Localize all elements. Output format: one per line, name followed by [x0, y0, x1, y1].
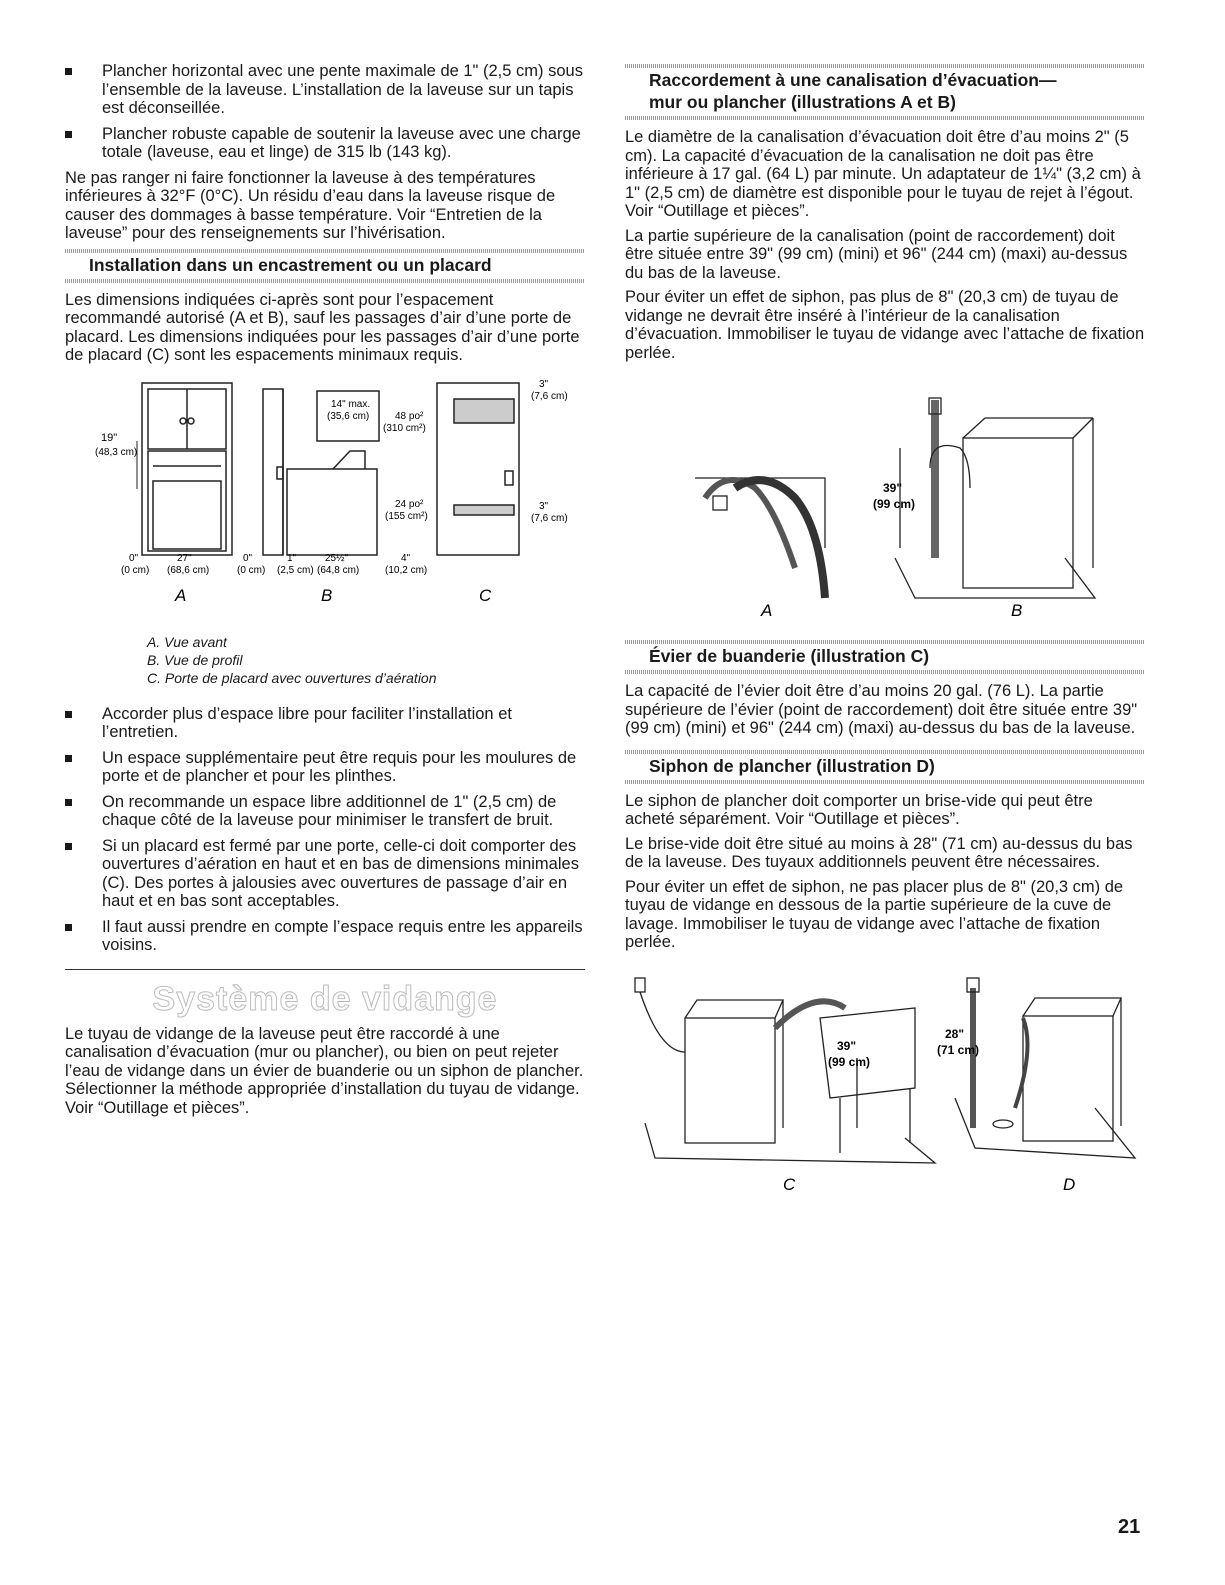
figure-label-d: D — [1063, 1174, 1076, 1194]
section-heading: Installation dans un encastrement ou un placard — [89, 254, 492, 275]
evier-heading: Évier de buanderie (illustration C) — [649, 646, 930, 666]
list-item: Il faut aussi prendre en compte l’espace requis entre les appareils voisins. — [65, 918, 585, 955]
siphon-paragraph-2: Le siphon de plancher doit comporter un brise-vide qui peut être acheté séparément. Voir “Outillage et pièces”. — [625, 791, 1093, 828]
dim-4-cm-label: (10,2 cm) — [385, 564, 428, 576]
caption-c: C. Porte de placard avec ouvertures d’aération — [147, 669, 437, 686]
right-column — [625, 62, 1145, 1198]
divider — [625, 780, 1145, 784]
divider — [625, 750, 1145, 754]
dim-d-label: 28" — [945, 1026, 965, 1041]
drain-diagram-cd — [625, 958, 1145, 1198]
dim-25-label: 25½" — [325, 552, 349, 564]
dim-27-label: 27" — [177, 552, 192, 564]
section-title: Système de vidange — [152, 979, 498, 1018]
dim-0a-cm-label: (0 cm) — [121, 564, 150, 576]
figure-label-a: A — [761, 601, 773, 620]
dim-48-cm-label: (310 cm²) — [383, 422, 426, 434]
vidange-paragraph: Le tuyau de vidange de la laveuse peut être raccordé à une canalisation d’évacuation (mur ou plancher), ou bien on peut rejeter l’eau de vidange dans un évier de buanderie ou un siphon de plancher. Sélectionner la méthode appropriée d’installation du tuyau de vidange. Voir “Outillage et pièces”. — [65, 1024, 584, 1117]
dim-39-label: 39" — [883, 481, 903, 495]
raccordement-heading-line2: mur ou plancher (illustrations A et B) — [649, 92, 956, 112]
dim-1-cm-label: (2,5 cm) — [277, 564, 314, 576]
drain-diagram-ab — [625, 368, 1145, 638]
dim-39-cm-label: (99 cm) — [873, 497, 916, 511]
drain-figure-ab — [625, 368, 1145, 638]
evier-paragraph: La capacité de l’évier doit être d’au moins 20 gal. (76 L). La partie supérieure de l’évier (point de raccordement) doit être située entre 39" (99 cm) (mini) et 96" (244 cm) (maxi) au-dessus du bas de la laveuse. — [625, 682, 1138, 737]
dim-d-cm-label: (71 cm) — [937, 1042, 980, 1057]
siphon-paragraph-3: Pour éviter un effet de siphon, ne pas placer plus de 8" (20,3 cm) de tuyau de vidange en dessous de la partie supérieure de la cuve de lavage. Immobiliser le tuyau de vidange avec l’attache de fixation perlée. — [625, 877, 1124, 951]
caption-b: B. Vue de profil — [147, 651, 243, 668]
list-item: Si un placard est fermé par une porte, celle-ci doit comporter des ouvertures d’aération en haut et en bas de dimensions minimales (C). Des portes à jalousies avec ouvertures de passage d’air en haut et en bas sont acceptables. — [65, 837, 585, 911]
dim-0b-label: 0" — [243, 552, 253, 564]
list-item: On recommande un espace libre additionnel de 1" (2,5 cm) de chaque côté de la laveuse pour minimiser le transfert de bruit. — [65, 793, 585, 830]
dim-3b-cm-label: (7,6 cm) — [531, 512, 568, 524]
dim-4-label: 4" — [401, 552, 411, 564]
figure-label-c: C — [479, 585, 492, 605]
requirements-list-bottom — [65, 705, 585, 955]
partie-superieure-paragraph: La partie supérieure de la canalisation (point de raccordement) doit être située entre 39" (99 cm) (mini) et 96" (244 cm) (maxi) au-dessus du bas de la laveuse. — [625, 226, 1128, 282]
requirements-list-top — [65, 62, 585, 162]
divider — [625, 116, 1145, 120]
encastrement-section — [65, 249, 585, 283]
dim-19-label: 19" — [101, 431, 118, 444]
list-item: Plancher robuste capable de soutenir la laveuse avec une charge totale (laveuse, eau et linge) de 315 lb (143 kg). — [65, 125, 585, 162]
siphon-heading: Siphon de plancher (illustration D) — [649, 755, 935, 776]
figure-label-b: B — [1011, 601, 1023, 620]
list-item: Accorder plus d’espace libre pour faciliter l’installation et l’entretien. — [65, 705, 585, 742]
divider — [625, 64, 1145, 68]
drain-figure-cd — [625, 958, 1145, 1198]
dim-24-label: 24 po² — [395, 498, 424, 510]
section-divider — [65, 969, 585, 970]
temperature-paragraph: Ne pas ranger ni faire fonctionner la laveuse à des températures inférieures à 32°F (0°C). Un résidu d’eau dans la laveuse risque de causer des dommages à basse température. Voir “Entretien de la laveuse” pour des renseignements sur l’hivérisation. — [65, 168, 556, 242]
divider — [65, 249, 585, 253]
dim-27-cm-label: (68,6 cm) — [167, 564, 210, 576]
dim-3b-label: 3" — [539, 500, 549, 512]
dim-1-label: 1" — [287, 552, 297, 564]
list-item: Plancher horizontal avec une pente maximale de 1" (2,5 cm) sous l’ensemble de la laveuse. L’installation de la laveuse sur un tapis est déconseillée. — [65, 62, 585, 118]
dim-48-label: 48 po² — [395, 410, 424, 422]
dim-c-label: 39" — [837, 1038, 857, 1053]
left-column — [65, 62, 585, 1123]
figure-label-b: B — [321, 585, 333, 605]
dim-19-cm-label: (48,3 cm) — [95, 446, 138, 458]
page-number: 21 — [1118, 1516, 1141, 1538]
raccordement-heading-line1: Raccordement à une canalisation d’évacuation— — [649, 70, 1057, 90]
diametre-paragraph: Le diamètre de la canalisation d’évacuation doit être d’au moins 2" (5 cm). La capacité d’évacuation de la canalisation ne doit pas être inférieure à 17 gal. (64 L) par minute. Un adaptateur de 1¼" (3,2 cm) à 1" (2,5 cm) de diamètre est disponible pour le tuyau de rejet à l’égout. Voir “Outillage et pièces”. — [625, 128, 1141, 220]
dim-14-cm-label: (35,6 cm) — [327, 410, 370, 422]
dim-0a-label: 0" — [129, 552, 139, 564]
dim-14-label: 14" max. — [331, 398, 371, 410]
caption-a: A. Vue avant — [147, 633, 227, 650]
siphon-paragraph-1: Pour éviter un effet de siphon, pas plus de 8" (20,3 cm) de tuyau de vidange ne devrait être inséré à l’intérieur de la canalisation d’évacuation. Immobiliser le tuyau de vidange avec l’attache de fixation perlée. — [625, 288, 1145, 362]
dim-24-cm-label: (155 cm²) — [385, 510, 428, 522]
dim-25-cm-label: (64,8 cm) — [317, 564, 360, 576]
dimensions-paragraph: Les dimensions indiquées ci-après sont pour l’espacement recommandé autorisé (A et B), sauf les passages d’air d’une porte de placard. Les dimensions indiquées pour les passages d’air d’une porte de placard (C) sont les espacements minimaux requis. — [65, 290, 580, 364]
figure-label-c: C — [783, 1174, 796, 1194]
dim-3a-cm-label: (7,6 cm) — [531, 390, 568, 402]
clearance-diagram — [65, 371, 585, 621]
dim-c-cm-label: (99 cm) — [828, 1054, 871, 1069]
divider — [625, 670, 1145, 674]
figure-captions — [147, 633, 585, 687]
divider — [625, 640, 1145, 644]
list-item: Un espace supplémentaire peut être requis pour les moulures de porte et de plancher et pour les plinthes. — [65, 749, 585, 786]
clearance-figure — [65, 371, 585, 621]
dim-3a-label: 3" — [539, 378, 549, 390]
divider — [65, 279, 585, 283]
brise-vide-paragraph: Le brise-vide doit être situé au moins à 28" (71 cm) au-dessus du bas de la laveuse. Des tuyaux additionnels peuvent être nécessaires. — [625, 834, 1133, 871]
figure-label-a: A — [175, 585, 187, 605]
dim-0b-cm-label: (0 cm) — [237, 564, 266, 576]
